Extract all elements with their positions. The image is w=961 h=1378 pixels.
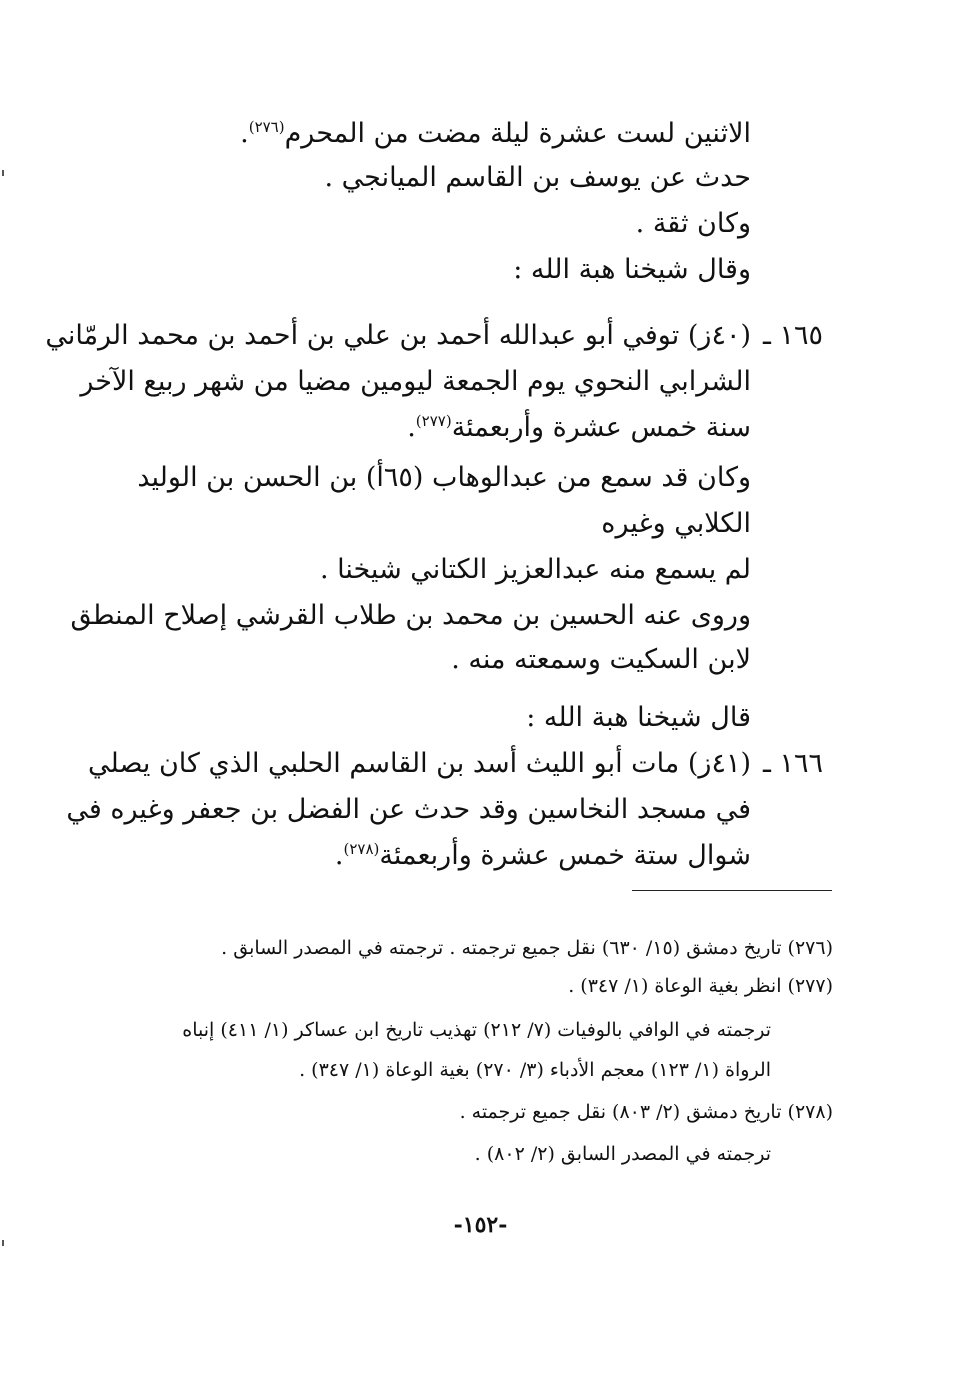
footnote-276: (٢٧٦) تاريخ دمشق (١٥/ ٦٣٠) نقل جميع ترجمته . ترجمته في المصدر السابق . xyxy=(221,937,833,959)
entry-165-line-1: (٤٠ز) توفي أبو عبدالله أحمد بن علي بن أحمد بن محمد الرمّاني xyxy=(45,320,751,351)
footnote-ref-278: (٢٧٨) xyxy=(343,840,380,858)
footnote-277-cont-1: ترجمته في الوافي بالوفيات (٧/ ٢١٢) تهذيب تاريخ ابن عساكر (١/ ٤١١) إنباه xyxy=(182,1019,771,1041)
entry-165-line-8: لابن السكيت وسمعته منه . xyxy=(451,644,751,675)
intro-line-1 xyxy=(240,116,751,152)
footnote-ref-276: (٢٧٦) xyxy=(248,118,285,136)
entry-166-line-3-end: . xyxy=(334,840,344,871)
entry-166-line-3 xyxy=(335,838,751,874)
entry-165-line-2: الشرابي النحوي يوم الجمعة ليومين مضيا من شهر ربيع الآخر xyxy=(80,366,751,397)
entry-165-number: ١٦٥ ـ xyxy=(762,320,823,351)
entry-165-line-5: الكلابي وغيره xyxy=(601,508,751,539)
entry-166-line-3-text: شوال ستة خمس عشرة وأربعمئة xyxy=(379,840,751,871)
intro-line-2: حدث عن يوسف بن القاسم الميانجي . xyxy=(324,162,751,193)
entry-165-line-3 xyxy=(407,410,751,446)
footnote-278: (٢٧٨) تاريخ دمشق (٢/ ٨٠٣) نقل جميع ترجمته . xyxy=(459,1101,833,1123)
entry-165-line-3-end: . xyxy=(407,412,416,443)
entry-165-line-3-text: سنة خمس عشرة وأربعمئة xyxy=(451,412,751,443)
entry-165-line-6: لم يسمع منه عبدالعزيز الكتاني شيخنا . xyxy=(319,554,751,585)
entry-166-line-2: في مسجد النخاسين وقد حدث عن الفضل بن جعفر وغيره في xyxy=(66,794,751,825)
page-number: -١٥٢- xyxy=(453,1212,508,1238)
scan-edge-mark xyxy=(2,1240,4,1246)
entry-166-line-1: (٤١ز) مات أبو الليث أسد بن القاسم الحلبي الذي كان يصلي xyxy=(88,748,751,779)
intro-line-1-text: الاثنين لست عشرة ليلة مضت من المحرم xyxy=(284,118,751,149)
footnote-278-cont: ترجمته في المصدر السابق (٢/ ٨٠٢) . xyxy=(474,1143,771,1165)
intro-line-1-end: . xyxy=(240,118,249,149)
footnote-ref-277: (٢٧٧) xyxy=(415,412,452,430)
footnote-277-cont-2: الرواة (١/ ١٢٣) معجم الأدباء (٣/ ٢٧٠) بغية الوعاة (١/ ٣٤٧) . xyxy=(299,1059,771,1081)
footnote-separator xyxy=(632,890,832,891)
intro-line-3: وكان ثقة . xyxy=(635,208,751,239)
entry-165-line-4: وكان قد سمع من عبدالوهاب (٦٥أ) بن الحسن بن الوليد xyxy=(137,462,751,493)
entry-165-line-7: وروى عنه الحسين بن محمد بن طلاب القرشي إصلاح المنطق xyxy=(70,600,751,631)
scan-edge-mark xyxy=(2,170,4,176)
intro-line-4: وقال شيخنا هبة الله : xyxy=(513,254,751,285)
entry-166-number: ١٦٦ ـ xyxy=(762,748,823,779)
entry-165-line-9: قال شيخنا هبة الله : xyxy=(526,702,751,733)
footnote-277: (٢٧٧) انظر بغية الوعاة (١/ ٣٤٧) . xyxy=(568,975,833,997)
